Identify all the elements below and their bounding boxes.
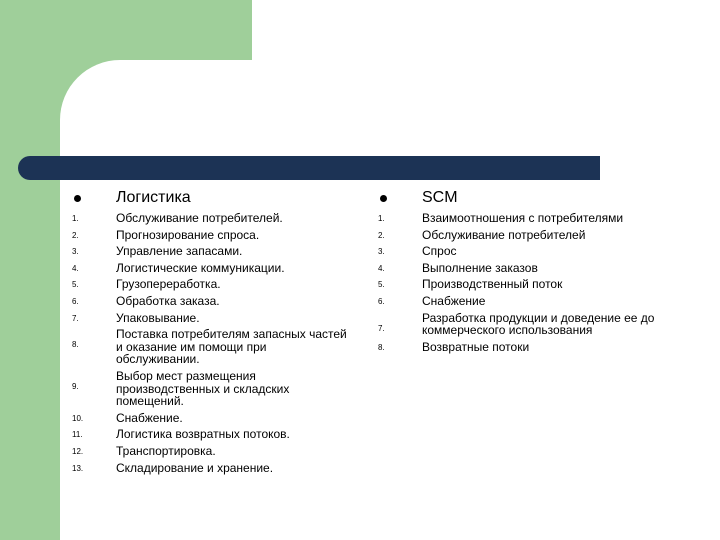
list-item-number: 7. <box>378 323 385 333</box>
list-item-number: 7. <box>72 313 79 323</box>
list-item <box>378 278 678 291</box>
list-item-text: Выполнение заказов <box>422 260 538 275</box>
list-item-text: Грузопереработка. <box>116 277 221 292</box>
list-item-number: 13. <box>72 463 84 473</box>
list-item <box>72 462 352 475</box>
list-item-number: 10. <box>72 413 84 423</box>
list-item-text: Упаковывание. <box>116 310 200 325</box>
list-item-text: Управление запасами. <box>116 244 243 259</box>
list-item-number: 1. <box>378 214 385 223</box>
list-item <box>72 428 352 441</box>
list-item-number: 6. <box>72 296 79 306</box>
list-item-text: Обслуживание потребителей <box>422 227 586 242</box>
scm-heading: SCM <box>422 189 458 206</box>
list-item <box>378 262 678 275</box>
list-item-text: Прогнозирование спроса. <box>116 227 260 242</box>
list-item <box>378 341 678 354</box>
logistics-list <box>72 212 352 474</box>
list-item <box>72 262 352 275</box>
list-item <box>72 295 352 308</box>
list-item-text: Обслуживание потребителей. <box>116 211 283 225</box>
list-item-number: 2. <box>72 230 79 240</box>
list-item-text: Поставка потребителям запасных частей и оказание им помощи при обслуживании. <box>116 327 347 367</box>
list-item-text: Взаимоотношения с потребителями <box>422 211 624 225</box>
list-item-text: Складирование и хранение. <box>116 460 274 475</box>
list-item-text: Снабжение <box>422 293 486 308</box>
list-item <box>378 295 678 308</box>
logistics-heading-row <box>72 186 352 212</box>
scm-list <box>378 212 678 353</box>
title-divider-bar <box>18 156 600 180</box>
list-item-number: 3. <box>72 247 79 257</box>
list-item-number: 4. <box>378 263 385 273</box>
list-item-text: Логистика возвратных потоков. <box>116 427 290 442</box>
list-item-number: 8. <box>378 342 385 352</box>
list-item-text: Транспортировка. <box>116 443 216 458</box>
list-item-number: 11. <box>72 430 83 440</box>
list-item <box>72 245 352 258</box>
scm-column <box>378 186 678 357</box>
list-item-text: Логистические коммуникации. <box>116 260 285 275</box>
list-item-number: 5. <box>72 280 79 290</box>
list-item-number: 8. <box>72 340 79 350</box>
scm-heading-row <box>378 186 678 212</box>
list-item-text: Разработка продукции и доведение ее до коммерческого использования <box>422 310 655 338</box>
list-item-number: 4. <box>72 263 79 273</box>
list-item-number: 12. <box>72 446 84 456</box>
list-item <box>72 370 352 408</box>
list-item-text: Снабжение. <box>116 410 183 425</box>
list-item-number: 1. <box>72 214 79 223</box>
list-item <box>72 412 352 425</box>
list-item <box>378 245 678 258</box>
logistics-column <box>72 186 352 478</box>
list-item-text: Возвратные потоки <box>422 339 530 354</box>
list-item <box>378 312 678 337</box>
list-item <box>72 278 352 291</box>
list-item-text: Производственный поток <box>422 277 563 292</box>
list-item <box>72 229 352 242</box>
list-item-number: 9. <box>72 381 79 391</box>
logistics-heading: Логистика <box>116 189 191 206</box>
list-item-number: 3. <box>378 247 385 257</box>
list-item <box>72 328 352 366</box>
list-item <box>72 312 352 325</box>
list-item <box>378 212 678 225</box>
list-item-number: 5. <box>378 280 385 290</box>
list-item-text: Спрос <box>422 244 457 259</box>
list-item-number: 6. <box>378 296 385 306</box>
list-item <box>378 229 678 242</box>
list-item-number: 2. <box>378 230 385 240</box>
list-item <box>72 445 352 458</box>
green-side-stripe <box>0 0 60 540</box>
list-item-text: Выбор мест размещения производственных и складских помещений. <box>116 368 290 409</box>
list-item <box>72 212 352 225</box>
bullet-icon <box>380 195 387 202</box>
bullet-icon <box>74 195 81 202</box>
list-item-text: Обработка заказа. <box>116 293 220 308</box>
